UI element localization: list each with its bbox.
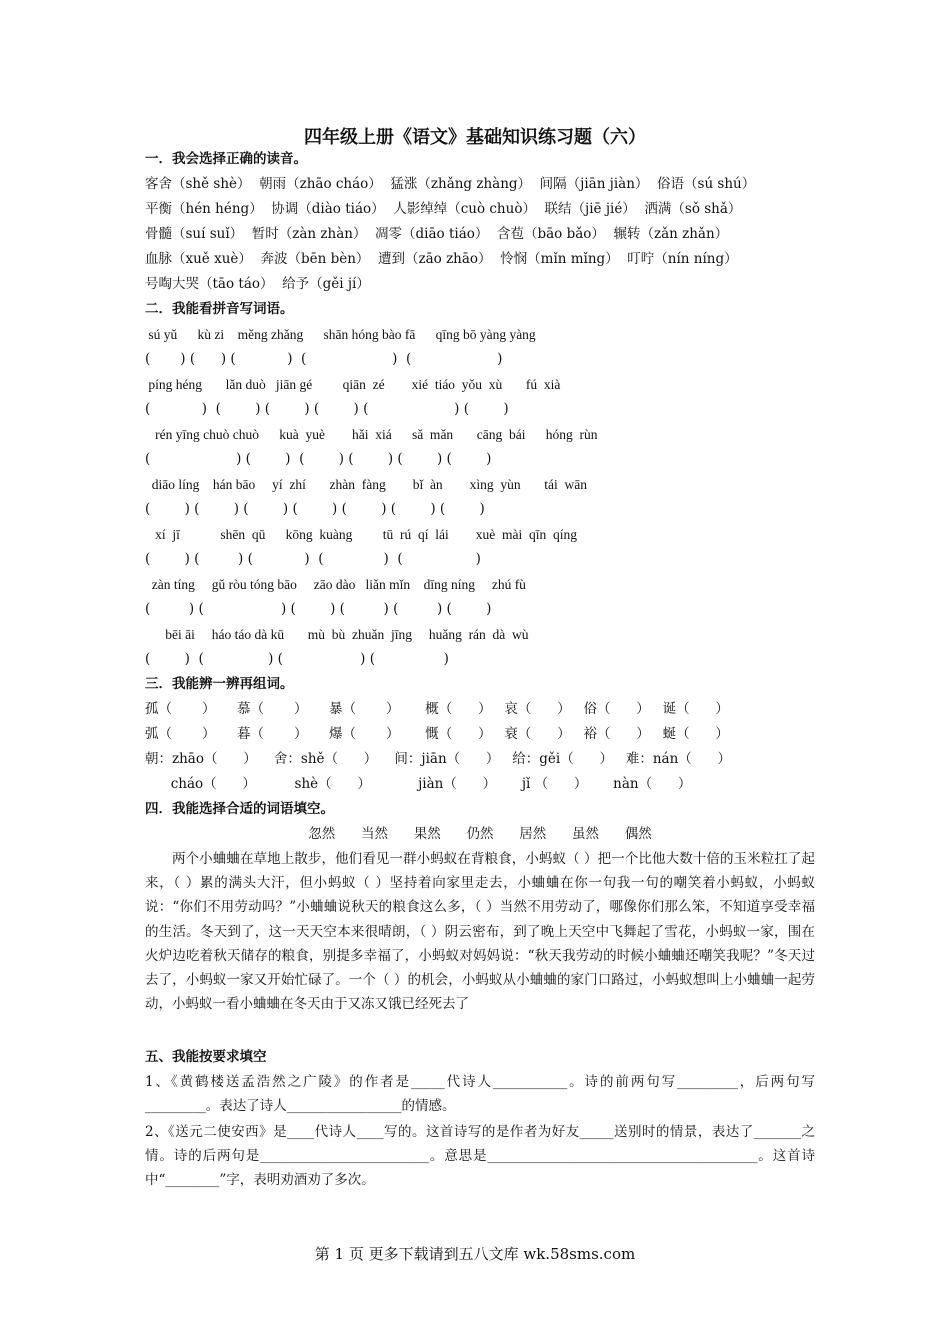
word-bank: 忽然 当然 果然 仍然 居然 虽然 偶然: [308, 826, 652, 842]
s2-blank-row: ( ) ( ) ( ) ( ) ( ) ( ): [145, 401, 509, 417]
s2-pinyin-row: rén yīng chuò chuò kuà yuè hǎi xiá sǎ mǎn cāng bái hóng rùn: [145, 427, 598, 442]
s2-pinyin-row: diāo líng hán bāo yí zhí zhàn fàng bǐ àn xìng yùn tái wān: [145, 477, 588, 492]
section-1-heading: 一．我会选择正确的读音。: [145, 151, 307, 167]
page-title: 四年级上册《语文》基础知识练习题（六）: [304, 127, 646, 148]
s2-pinyin-row: píng héng lǎn duò jiān gé qiān zé xié tiáo yǒu xù fú xià: [145, 377, 561, 392]
s2-pinyin-row: sú yǔ kù zi měng zhǎng shān hóng bào fā qīng bō yàng yàng: [145, 327, 536, 342]
s1-row: 血脉（xuě xuè） 奔波（bēn bèn） 遭到（zāo zhāo） 怜悯（mǐn mǐng） 叮咛（nín níng）: [145, 251, 738, 267]
section-3-heading: 三．我能辨一辨再组词。: [145, 676, 294, 692]
s2-pinyin-row: zàn tíng gǔ ròu tóng bāo zāo dào liǎn mǐn dīng níng zhú fù: [145, 577, 526, 592]
s3-row: cháo（ ） shè（ ） jiàn（ ） jǐ （ ） nàn（ ）: [145, 776, 692, 792]
section-5-heading: 五、我能按要求填空: [145, 1049, 267, 1065]
s2-pinyin-row: xí jī shēn qū kōng kuàng tū rú qí lái xuè mài qīn qíng: [145, 527, 577, 542]
s1-row: 客舍（shě shè） 朝雨（zhāo cháo） 猛涨（zhǎng zhàng） 间隔（jiān jiàn） 俗语（sú shú）: [145, 176, 756, 192]
s3-row: 弧（ ） 暮（ ） 爆（ ） 慨（ ） 衰（ ） 裕（ ） 蜒（ ）: [145, 726, 729, 742]
s3-row: 孤（ ） 慕（ ） 暴（ ） 概（ ） 哀（ ） 俗（ ） 诞（ ）: [145, 701, 729, 717]
s2-blank-row: ( ) ( ) ( ) ( ) ( ) ( ): [145, 451, 492, 467]
s1-row: 平衡（hén héng） 协调（diào tiáo） 人影绰绰（cuò chuò） 联结（jiē jié） 洒满（sǒ shǎ）: [145, 201, 742, 217]
section-4-heading: 四．我能选择合适的词语填空。: [145, 801, 334, 817]
story-paragraph: 两个小蛐蛐在草地上散步，他们看见一群小蚂蚁在背粮食，小蚂蚁（ ）把一个比他大数十倍的玉米粒扛了起来，（ ）累的满头大汗，但小蚂蚁（ ）坚持着向家里走去，小蛐蛐在你一句我一句的嘲笑着小蚂蚁，小蚂蚁说：“你们不用劳动吗？”小蛐蛐说秋天的粮食这么多，（ ）当然不用劳动了，哪像你们那么笨，不知道享受幸福的生活。冬天到了，这一天天空本来很晴朗，（ ）阴云密布，到了晚上天空中飞舞起了雪花，小蚂蚁一家，围在火炉边吃着秋天储存的粮食，别提多幸福了，小蚂蚁对妈妈说：“秋天我劳动的时候小蛐蛐还嘲笑我呢？”冬天过去了，小蚂蚁一家又开始忙碌了。一个（ ）的机会，小蚂蚁从小蛐蛐的家门口路过，小蚂蚁想叫上小蛐蛐一起劳动，小蚂蚁一看小蛐蛐在冬天由于又冻又饿已经死去了: [145, 851, 815, 1013]
page-footer: 第 1 页 更多下载请到五八文库 wk.58sms.com: [314, 1245, 636, 1263]
s2-blank-row: ( ) ( ) ( ) ( ) ( ): [145, 351, 503, 367]
s2-blank-row: ( ) ( ) ( ) ( ): [145, 651, 449, 667]
s2-blank-row: ( ) ( ) ( ) ( ) ( ) ( ) ( ): [145, 501, 485, 517]
s3-row: 朝：zhāo（ ） 舍：shě（ ） 间：jiān（ ） 给：gěi（ ） 难：nán（ ）: [145, 751, 732, 767]
s2-pinyin-row: bēi āi háo táo dà kū mù bù zhuǎn jīng huǎng rán dà wù: [145, 627, 529, 642]
question-2: 2、《送元二使安西》是____代诗人____写的。这首诗写的是作者为好友_____送别时的情景，表达了_______之情。诗的后两句是_________________________。意思是________________________________________。这首诗中“________”字，表明劝酒劝了多次。: [145, 1124, 815, 1189]
s1-row: 号啕大哭（tāo táo） 给予（gěi jí）: [145, 276, 370, 292]
section-2-heading: 二．我能看拼音写词语。: [145, 301, 294, 317]
s1-row: 骨髓（suí suǐ） 暂时（zàn zhàn） 凋零（diāo tiáo） 含苞（bāo bǎo） 辗转（zǎn zhǎn）: [145, 226, 729, 242]
s2-blank-row: ( ) ( ) ( ) ( ) ( ) ( ): [145, 601, 492, 617]
question-1: 1、《黄鹤楼送孟浩然之广陵》的作者是_____代诗人___________。诗的前两句写_________，后两句写_________。表达了诗人_________________的情感。: [145, 1074, 815, 1115]
s2-blank-row: ( ) ( ) ( ) ( ) ( ): [145, 551, 481, 567]
